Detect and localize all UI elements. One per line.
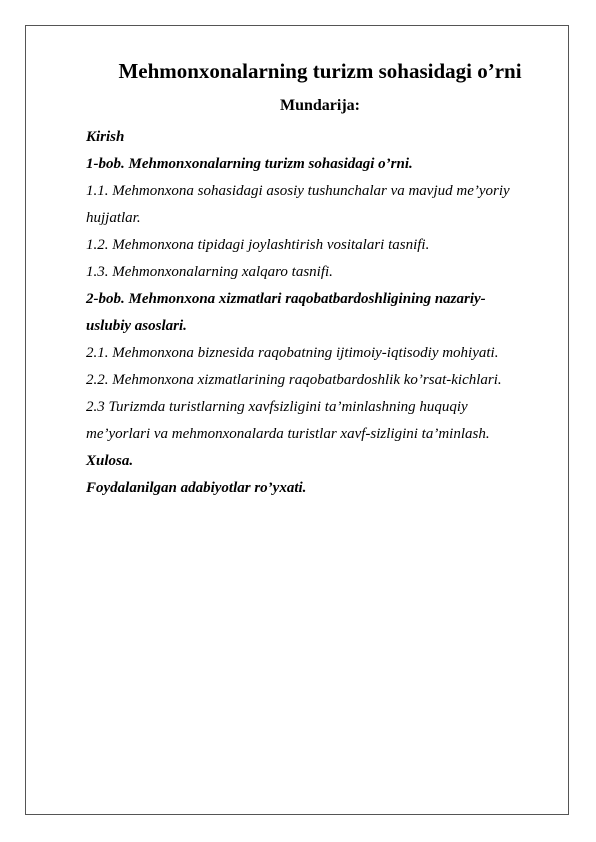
toc-line: Kirish — [86, 129, 125, 145]
toc-line: Foydalanilgan adabiyotlar ro’yxati. — [86, 480, 307, 496]
toc-line: 1-bob. Mehmonxonalarning turizm sohasidagi o’rni. — [86, 156, 413, 172]
toc-line: uslubiy asoslari. — [86, 318, 187, 334]
toc-line: me’yorlari va mehmonxonalarda turistlar xavf-sizligini ta’minlash. — [86, 426, 490, 442]
document-title: Mehmonxonalarning turizm sohasidagi o’rni — [118, 59, 522, 83]
toc-line: Xulosa. — [86, 453, 134, 469]
toc-line: 2-bob. Mehmonxona xizmatlari raqobatbardoshligining nazariy- — [86, 291, 486, 307]
toc-line: hujjatlar. — [86, 210, 141, 226]
toc-line: 1.2. Mehmonxona tipidagi joylashtirish vositalari tasnifi. — [86, 237, 430, 253]
toc-line: 2.2. Mehmonxona xizmatlarining raqobatbardoshlik ko’rsat-kichlari. — [86, 372, 502, 388]
toc-line: 1.3. Mehmonxonalarning xalqaro tasnifi. — [86, 264, 333, 280]
table-of-contents — [86, 124, 546, 502]
toc-line: 1.1. Mehmonxona sohasidagi asosiy tushunchalar va mavjud me’yoriy — [86, 183, 510, 199]
toc-heading: Mundarija: — [280, 97, 360, 114]
toc-line: 2.3 Turizmda turistlarning xavfsizligini ta’minlashning huquqiy — [86, 399, 468, 415]
toc-line: 2.1. Mehmonxona biznesida raqobatning ijtimoiy-iqtisodiy mohiyati. — [86, 345, 499, 361]
